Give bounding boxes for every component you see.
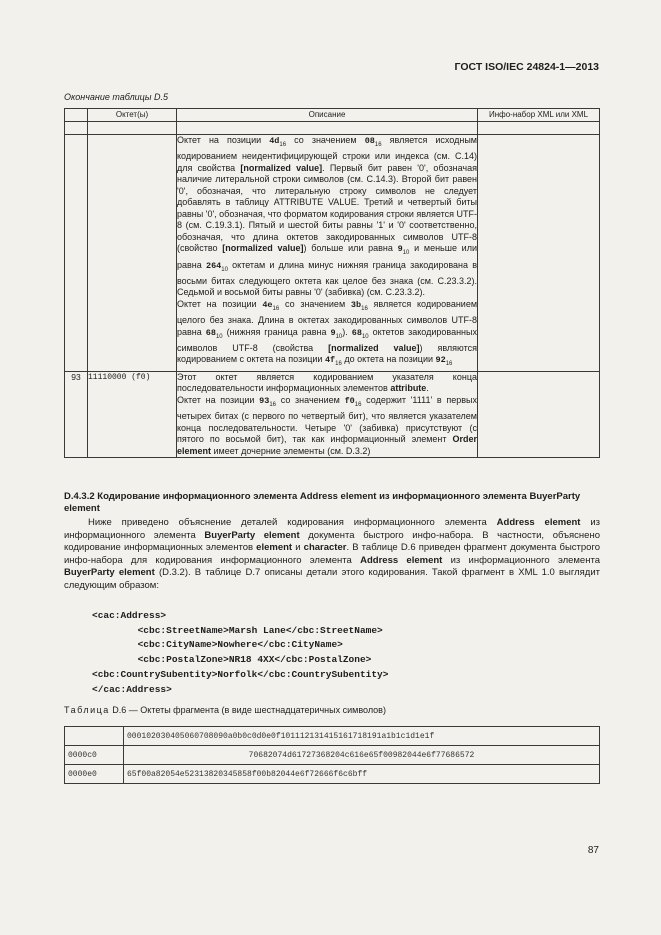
description-paragraph: Этот октет является кодированием указателя конца последовательности информационных элементов attribute. [177,371,477,394]
hex-value: 68 [351,327,362,338]
xml-line: <cbc:PostalZone>NR18 4XX</cbc:PostalZone> [92,654,372,666]
bold-term: Address element [496,517,581,528]
hex-value: 4d [269,136,280,146]
hex-value: 68 [205,327,216,338]
page-number: 87 [587,845,599,856]
xml-line: <cbc:CityName>Nowhere</cbc:CityName> [92,639,343,651]
radix-subscript: 16 [374,141,382,148]
radix-subscript: 10 [361,333,369,340]
xml-line: <cac:Address> [92,610,167,621]
hex-value: 9 [397,244,403,255]
radix-subscript: 10 [215,333,223,340]
xml-line: </cac:Address> [92,683,172,695]
hex-row [65,746,600,765]
row-number [65,135,88,372]
radix-subscript: 16 [361,305,368,312]
header-cell-infoset: Инфо-набор XML или XML [478,109,600,122]
hex-value: 264 [205,260,222,271]
bold-term: Address element [360,554,443,566]
bold-term: [normalized value] [222,243,304,254]
xml-code-block [92,609,388,697]
bold-term: Order element [177,434,477,456]
description-paragraph: Октет на позиции $4d_{16}$ со значением $08_{16}$ является исходным кодированием неидентифицирующей строки или индекса (см. С.14) для свойства [normalized value]. Первый бит равен '0', обозначая наличие литеральной строки символов (см. С.14.3). Второй бит равен '0', обозначая, что литеральную строку символов не следует добавлять в таблицу ATTRIBUTE VALUE. Третий и четвертый биты равны '0', обозначая, что форматом кодирования строки является UTF-8 (см. С.19.3.1). Пятый и шестой биты равны '1' и '0' соответственно, обозначая, что длина октетов закодированных символов UTF-8 (свойство [normalized value]) больше или равна $9_{10}$ и меньше или равна $264_{10}$ октетам и длина минус нижняя граница закодирована в восьми битах следующего октета как целое без знака (см. С.23.3.2). Седьмой и восьмой биты равны '0' (забивка) (см. С.23.3.2). [177,135,478,298]
radix-subscript: 16 [279,141,287,148]
table-row [65,371,600,457]
radix-subscript: 10 [335,333,343,340]
hex-address: 0000c0 [65,746,124,765]
row-octet [88,135,177,372]
xml-line: <cbc:StreetName>Marsh Lane</cbc:StreetName> [92,624,383,636]
table-d5 [64,108,600,458]
hex-header-row [65,727,600,746]
table-spacer-row [65,122,600,135]
hex-header: 000102030405060708090a0b0c0d0e0f101112131415161718191a1b1c1d1e1f [124,727,600,746]
bold-term: character [303,542,347,554]
hex-value: 08 [364,136,375,146]
hex-bytes: 70682074d61727368204c616e65f00982044e6f77686572 [124,746,600,765]
header-cell-num [65,109,88,122]
row-infoset [478,135,600,372]
hex-bytes: 65f00a82054e52313820345858f00b82044e6f72666f6c6bff [124,765,600,784]
xml-line: <cbc:CountrySubentity>Norfolk</cbc:CountrySubentity> [92,668,389,680]
caption-word: Таблица [64,705,110,715]
radix-subscript: 16 [272,305,280,312]
table-header-row [65,109,600,122]
bold-term: BuyerParty element [204,529,300,541]
table-d6-caption [64,705,386,715]
row-description [177,371,478,457]
radix-subscript: 16 [445,361,453,368]
row-infoset [478,371,600,457]
bold-term: BuyerParty element [64,567,155,579]
bold-term: [normalized value] [240,162,323,173]
hex-value: 4e [262,299,273,310]
row-description [177,135,478,372]
hex-address: 0000e0 [65,765,124,784]
table-row [65,135,600,372]
hex-value: f0 [344,395,355,406]
row-octet: 11110000 (f0) [88,371,177,457]
caption-text: D.6 — Октеты фрагмента (в виде шестнадцатеричных символов) [109,705,386,715]
body-paragraph: Ниже приведено объяснение деталей кодирования информационного элемента Address element из информационного элемента BuyerParty element документа быстрого инфо-набора. В частности, объяснено кодирование информационных элементов element и character. В таблице D.6 приведен фрагмент документа быстрого инфо-набора для кодирования информационного элемента Address element из информационного элемента BuyerParty element (D.3.2). В таблице D.7 описаны детали этого кодирования. Такой фрагмент в XML 1.0 выглядит следующим образом: [64,517,601,591]
bold-term: attribute [390,383,427,394]
hex-value: 3b [350,299,362,310]
hex-value: 9 [330,327,336,338]
header-cell-octets: Октет(ы) [88,109,177,122]
bold-term: [normalized value] [328,342,420,353]
table-d6 [64,726,600,784]
radix-subscript: 16 [269,401,277,408]
table-continuation-note: Окончание таблицы D.5 [64,92,168,102]
description-paragraph: Октет на позиции $4e_{16}$ со значением $3b_{16}$ является кодированием целого без знака. Длина в октетах закодированных символов UTF-8 равна $68_{10}$ (нижняя граница равна $9_{10}$). $68_{10}$ октетов закодированных символов UTF-8 (свойства [normalized value]) являются кодированием с октета на позиции $4f_{16}$ до октета на позиции $92_{16}$ [177,298,478,368]
hex-value: 92 [435,355,446,366]
radix-subscript: 16 [335,361,342,368]
description-paragraph: Октет на позиции $93_{16}$ со значением $f0_{16}$ содержит '1111' в первых четырех битах (с первого по четвертый бит), что является указателем конца последовательности. Четыре '0' (забивка) присутствуют (с пятого по восьмой бит), так как информационный элемент Order element имеет дочерние элементы (см. D.3.2) [177,394,477,456]
radix-subscript: 16 [354,401,362,408]
radix-subscript: 10 [402,250,410,257]
hex-value: 93 [259,395,270,406]
section-heading: D.4.3.2 Кодирование информационного элемента Address element из информационного элемента BuyerParty element [64,491,581,514]
hex-row [65,765,600,784]
standard-header: ГОСТ ISO/IEC 24824-1—2013 [454,61,599,73]
bold-term: element [256,542,293,554]
radix-subscript: 10 [221,266,228,273]
header-cell-description: Описание [177,109,478,122]
hex-value: 4f [324,355,336,366]
row-number: 93 [65,371,88,457]
